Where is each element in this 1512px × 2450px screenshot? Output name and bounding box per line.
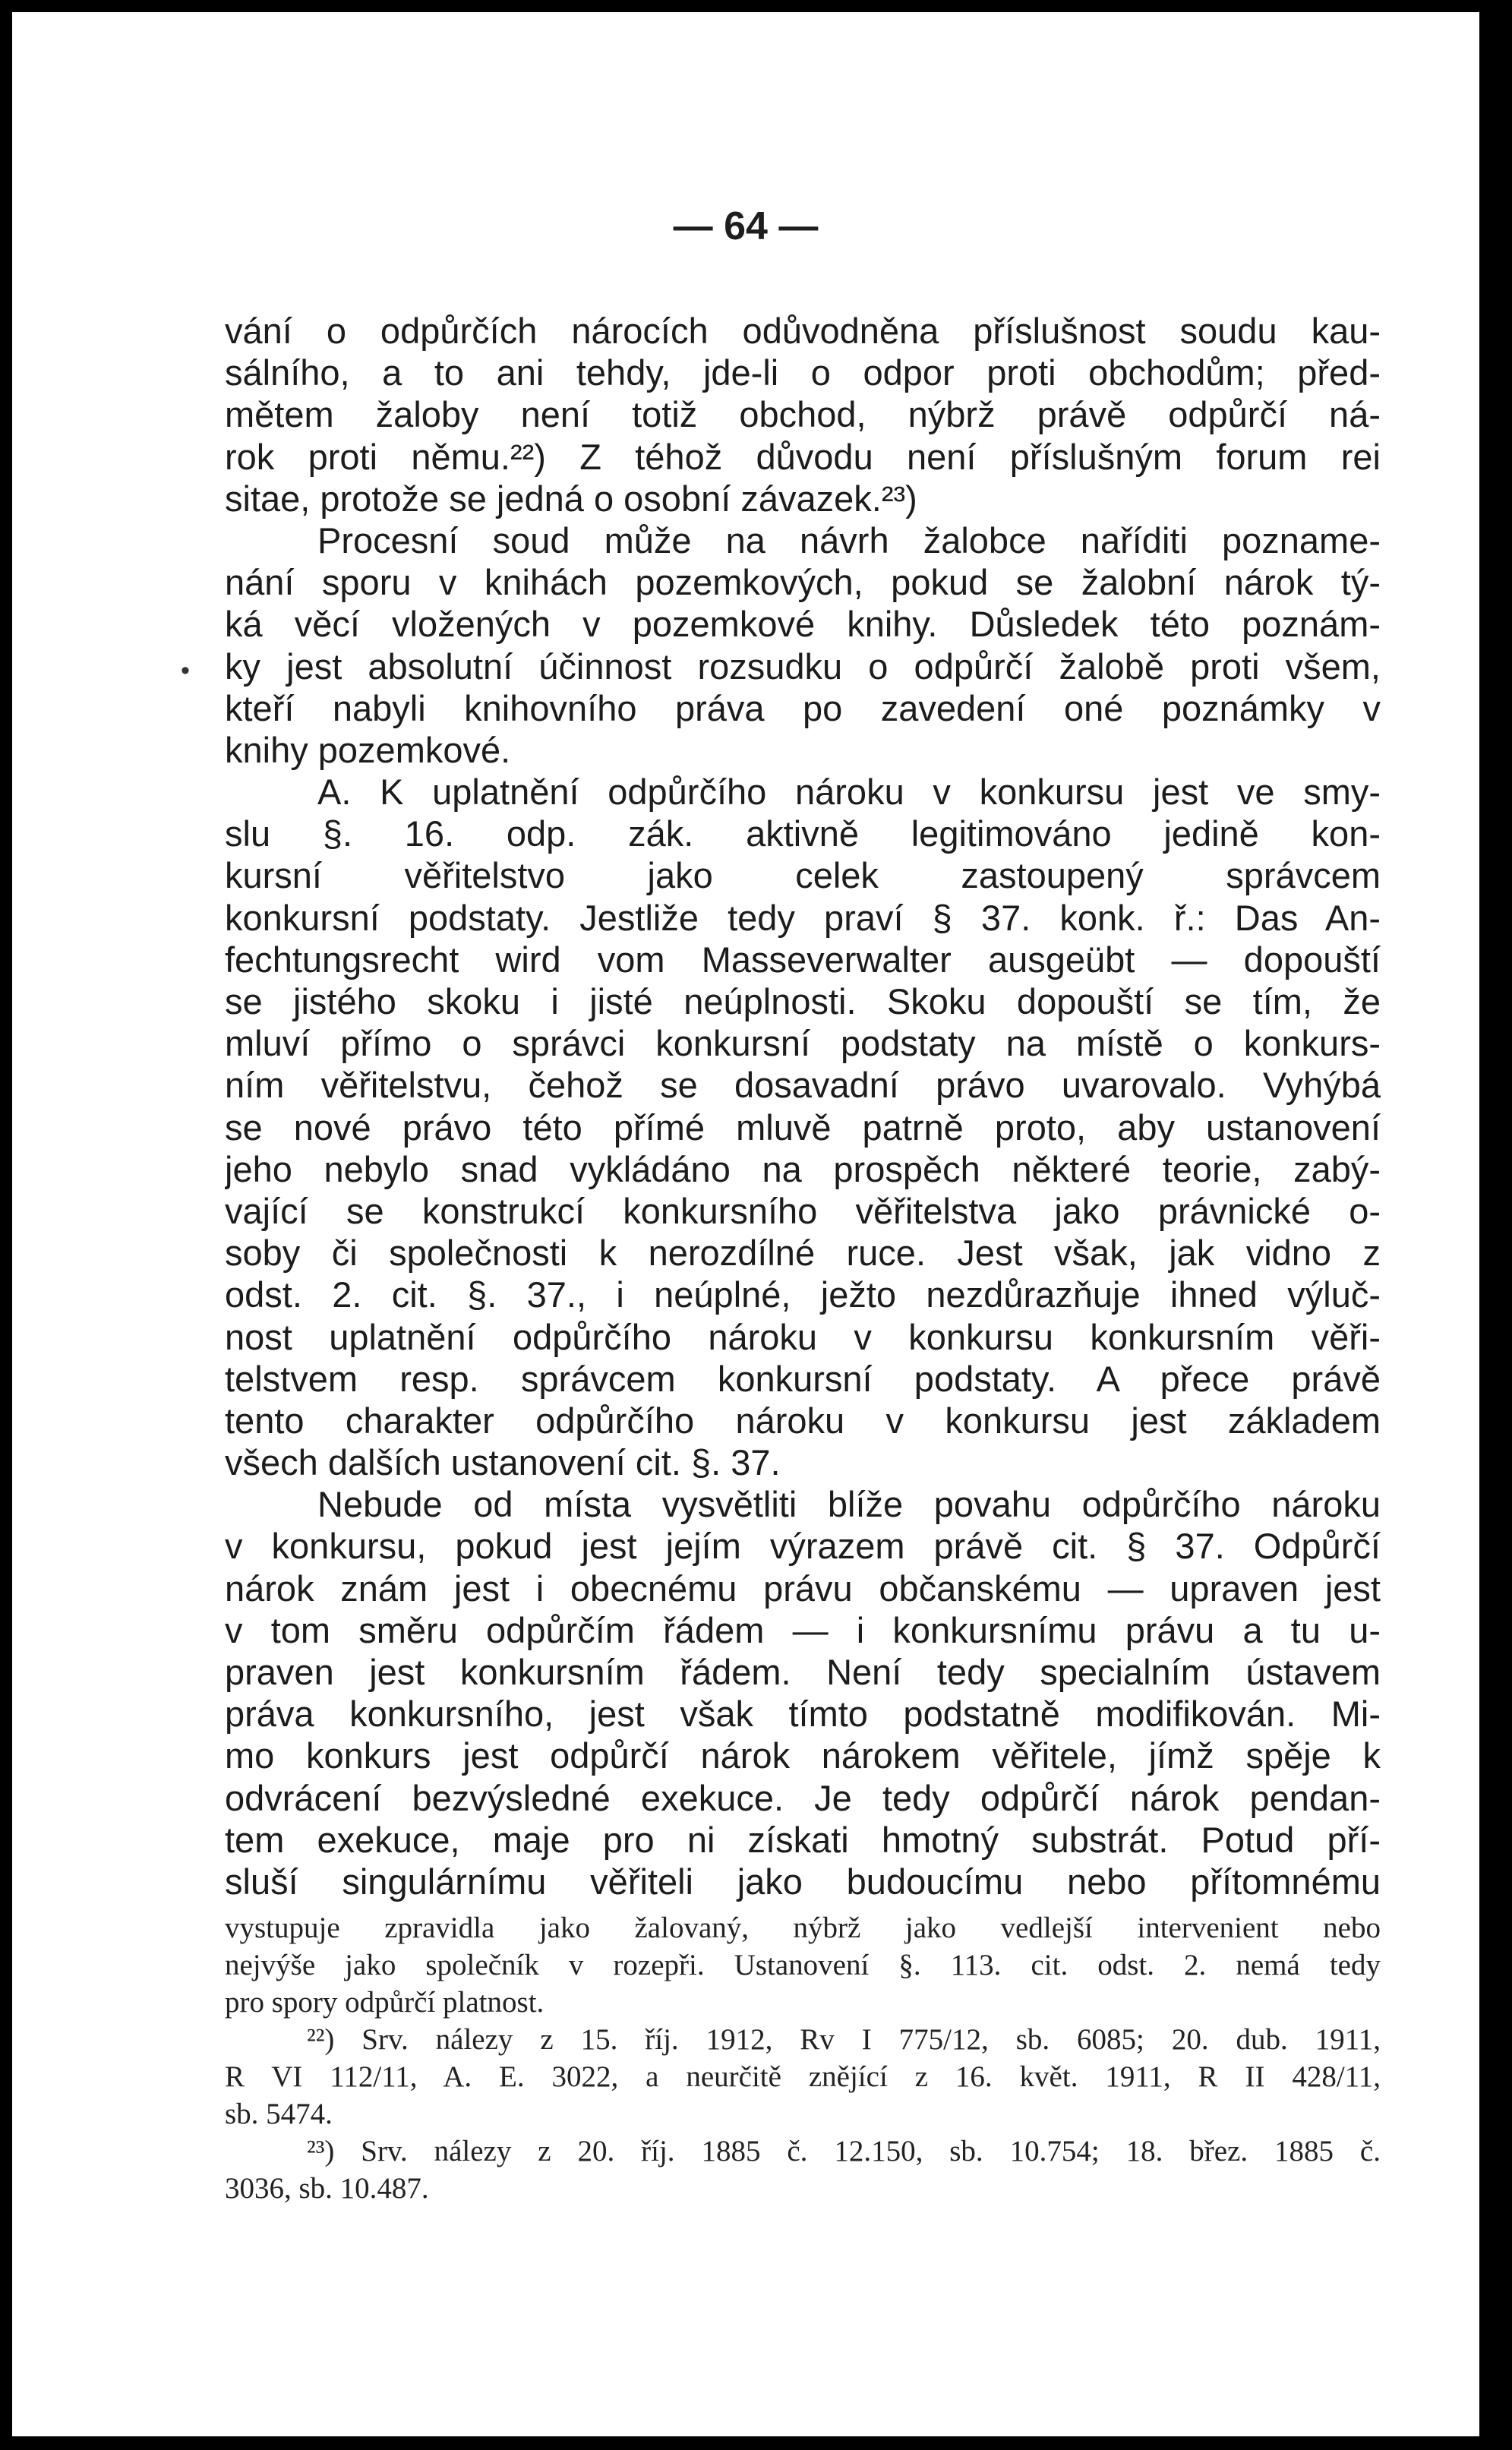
text-line: kursní věřitelstvo jako celek zastoupený správcem bbox=[225, 855, 1381, 896]
text-line: tem exekuce, maje pro ni získati hmotný substrát. Potud pří- bbox=[225, 1819, 1381, 1860]
text-line: sitae, protože se jedná o osobní závazek.²³) bbox=[225, 478, 917, 519]
footnote-line: sb. 5474. bbox=[225, 2098, 333, 2130]
text-line: sálního, a to ani tehdy, jde-li o odpor proti obchodům; před- bbox=[225, 352, 1381, 393]
footnote-line: ²²) Srv. nálezy z 15. říj. 1912, Rv I 775/12, sb. 6085; 20. dub. 1911, bbox=[307, 2023, 1381, 2056]
text-line: mluví přímo o správci konkursní podstaty na místě o konkurs- bbox=[225, 1023, 1381, 1064]
text-line: soby či společnosti k nerozdílné ruce. Jest však, jak vidno z bbox=[225, 1233, 1381, 1274]
footnote-line: 3036, sb. 10.487. bbox=[225, 2172, 429, 2205]
footnote-line: R VI 112/11, A. E. 3022, a neurčitě znějící z 16. květ. 1911, R II 428/11, bbox=[225, 2060, 1381, 2093]
text-line: telstvem resp. správcem konkursní podstaty. A přece právě bbox=[225, 1358, 1381, 1399]
margin-mark: • bbox=[181, 656, 190, 685]
text-line: v tom směru odpůrčím řádem — i konkursnímu právu a tu u- bbox=[225, 1609, 1381, 1650]
footnote-line: nejvýše jako společník v rozepři. Ustanovení §. 113. cit. odst. 2. nemá tedy bbox=[225, 1949, 1381, 1981]
text-line: Procesní soud může na návrh žalobce naříditi poznamе- bbox=[317, 519, 1381, 560]
text-line: práva konkursního, jest však tímto podstatně modifikován. Mi- bbox=[225, 1694, 1381, 1735]
text-line: se nové právo této přímé mluvě patrně proto, aby ustanovení bbox=[225, 1107, 1381, 1148]
text-line: vání o odpůrčích nárocích odůvodněna příslušnost soudu kau- bbox=[225, 311, 1381, 351]
book-page bbox=[12, 12, 1479, 2436]
text-line: tento charakter odpůrčího nároku v konkursu jest základem bbox=[225, 1400, 1381, 1441]
text-line: jeho nebylo snad vykládáno na prospěch některé teorie, zabý- bbox=[225, 1148, 1381, 1189]
text-line: odst. 2. cit. §. 37., i neúplné, ježto nezdůrazňuje ihned výluč- bbox=[225, 1274, 1381, 1315]
footnote-line: pro spory odpůrčí platnost. bbox=[225, 1986, 545, 2019]
footnote-line: vystupuje zpravidla jako žalovaný, nýbrž jako vedlejší intervenient nebo bbox=[225, 1912, 1381, 1944]
footnote-line: ²³) Srv. nálezy z 20. říj. 1885 č. 12.150, sb. 10.754; 18. břez. 1885 č. bbox=[307, 2135, 1381, 2167]
text-line: mětem žaloby není totiž obchod, nýbrž právě odpůrčí ná- bbox=[225, 394, 1381, 435]
text-line: A. K uplatnění odpůrčího nároku v konkursu jest ve smy- bbox=[317, 772, 1381, 813]
text-line: vající se konstrukcí konkursního věřitelstva jako právnické o- bbox=[225, 1190, 1381, 1231]
text-line: kteří nabyli knihovního práva po zavedení oné poznámky v bbox=[225, 687, 1381, 728]
page-number: — 64 — bbox=[673, 204, 819, 248]
text-line: slu §. 16. odp. zák. aktivně legitimováno jedině kon- bbox=[225, 813, 1381, 854]
text-line: rok proti němu.²²) Z téhož důvodu není příslušným forum rei bbox=[225, 436, 1381, 477]
text-line: ním věřitelstvu, čehož se dosavadní právo uvarovalo. Vyhýbá bbox=[225, 1065, 1381, 1106]
text-line: mo konkurs jest odpůrčí nárok nárokem věřitele, jímž spěje k bbox=[225, 1735, 1381, 1776]
text-line: všech dalších ustanovení cit. §. 37. bbox=[225, 1442, 781, 1483]
text-line: nání sporu v knihách pozemkových, pokud se žalobní nárok tý- bbox=[225, 562, 1381, 603]
text-line: nost uplatnění odpůrčího nároku v konkursu konkursním věři- bbox=[225, 1316, 1381, 1357]
text-line: odvrácení bezvýsledné exekuce. Je tedy odpůrčí nárok pendan- bbox=[225, 1777, 1381, 1818]
text-line: nárok znám jest i obecnému právu občanskému — upraven jest bbox=[225, 1568, 1381, 1609]
footnotes bbox=[225, 1909, 1381, 2207]
text-line: konkursní podstaty. Jestliže tedy praví § 37. konk. ř.: Das An- bbox=[225, 897, 1381, 938]
text-line: fechtungsrecht wird vom Masseverwalter ausgeübt — dopouští bbox=[225, 939, 1381, 980]
text-line: ká věcí vložených v pozemkové knihy. Důsledek této poznám- bbox=[225, 604, 1381, 645]
text-line: praven jest konkursním řádem. Není tedy specialním ústavem bbox=[225, 1652, 1381, 1692]
text-line: v konkursu, pokud jest jejím výrazem právě cit. § 37. Odpůrčí bbox=[225, 1526, 1381, 1567]
text-line: sluší singulárnímu věřiteli jako budoucímu nebo přítomnému bbox=[225, 1861, 1381, 1902]
text-line: knihy pozemkové. bbox=[225, 729, 511, 770]
main-text bbox=[225, 310, 1381, 1902]
text-line: se jistého skoku i jisté neúplnosti. Skoku dopouští se tím, že bbox=[225, 981, 1381, 1021]
text-line: ky jest absolutní účinnost rozsudku o odpůrčí žalobě proti všem, bbox=[225, 646, 1381, 687]
text-line: Nebude od místa vysvětliti blíže povahu odpůrčího nároku bbox=[317, 1484, 1381, 1525]
